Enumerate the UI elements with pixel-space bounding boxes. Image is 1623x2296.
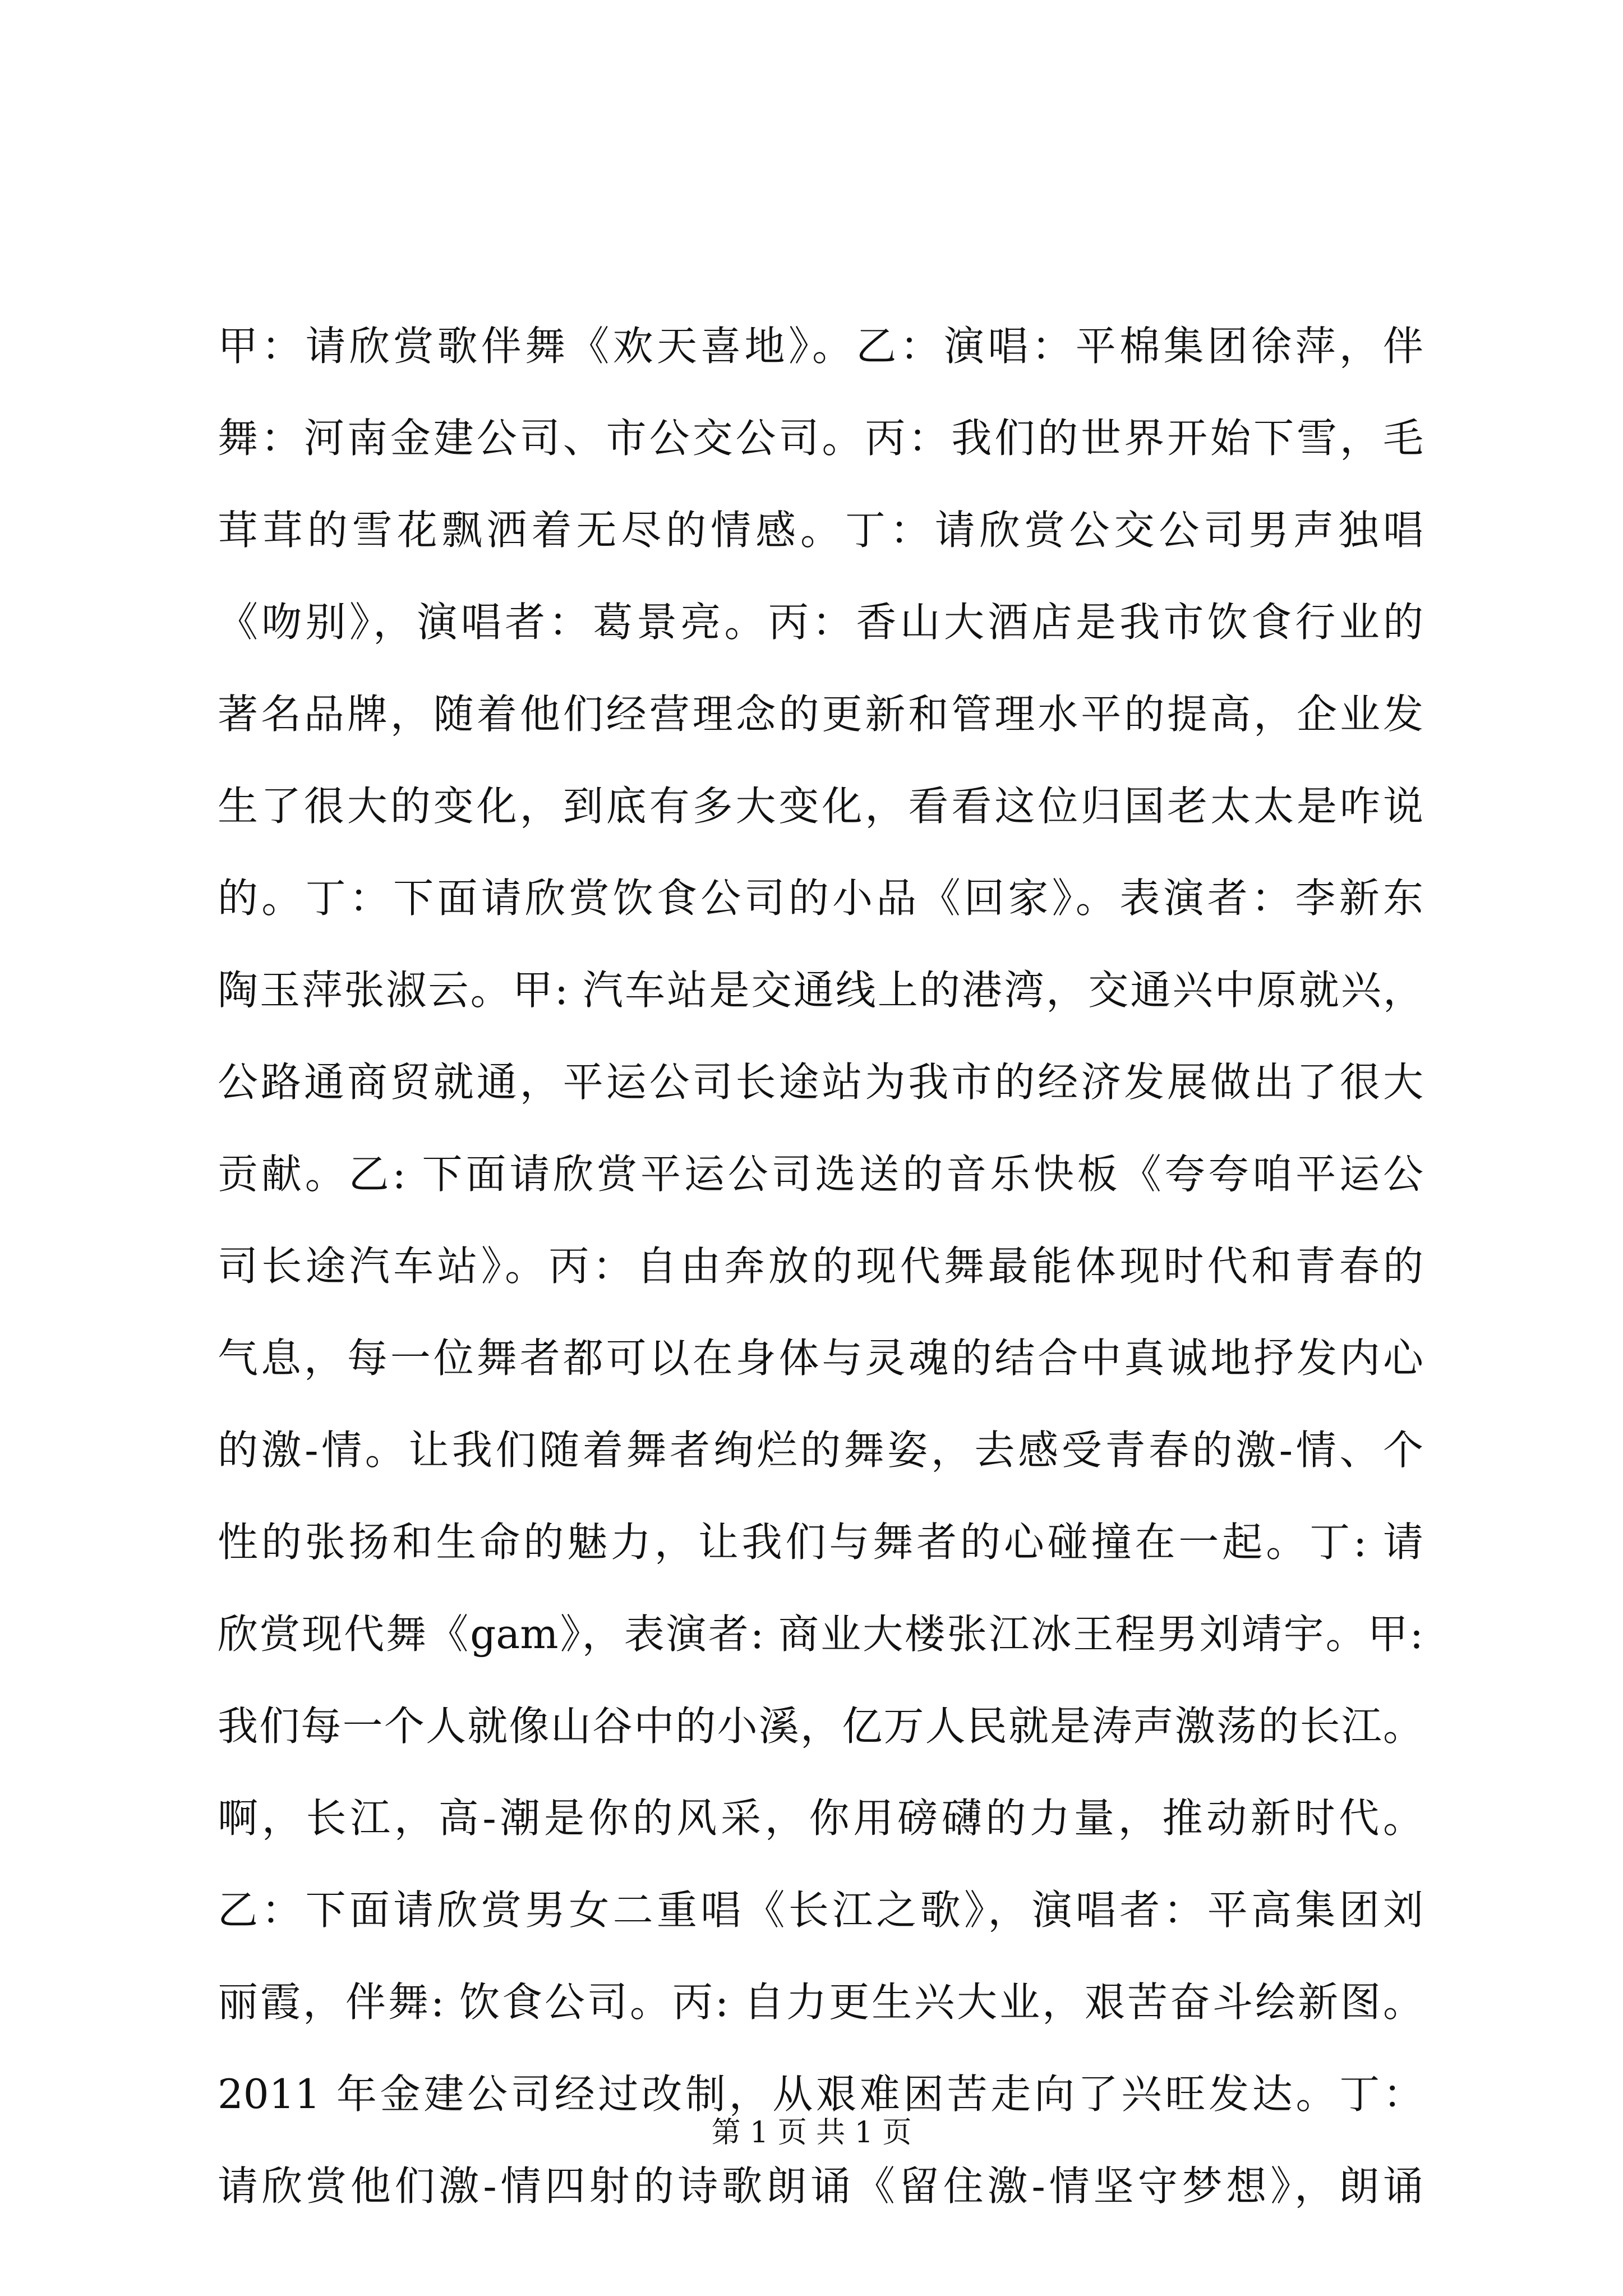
text-line: 舞：河南金建公司、市公交公司。丙：我们的世界开始下雪，毛 <box>218 415 1423 462</box>
text-line: 乙：下面请欣赏男女二重唱《长江之歌》，演唱者：平高集团刘 <box>218 1887 1423 1934</box>
text-line: 啊，长江，高-潮是你的风采，你用磅礴的力量，推动新时代。 <box>218 1795 1423 1842</box>
text-line: 《吻别》，演唱者：葛景亮。丙：香山大酒店是我市饮食行业的 <box>218 599 1423 646</box>
text-line: 公路通商贸就通，平运公司长途站为我市的经济发展做出了很大 <box>218 1059 1423 1106</box>
text-line: 陶玉萍张淑云。甲: 汽车站是交通线上的港湾，交通兴中原就兴， <box>218 967 1423 1014</box>
text-line: 著名品牌，随着他们经营理念的更新和管理水平的提高，企业发 <box>218 691 1423 738</box>
text-line: 丽霞，伴舞: 饮食公司。丙: 自力更生兴大业，艰苦奋斗绘新图。 <box>218 1978 1423 2026</box>
text-line: 茸茸的雪花飘洒着无尽的情感。丁：请欣赏公交公司男声独唱 <box>218 507 1423 554</box>
page-footer: 第 1 页 共 1 页 <box>711 2116 912 2150</box>
document-body <box>218 300 1423 2232</box>
text-line: 请欣赏他们激-情四射的诗歌朗诵《留住激-情坚守梦想》，朗诵 <box>218 2162 1423 2210</box>
text-line: 司长途汽车站》。丙：自由奔放的现代舞最能体现时代和青春的 <box>218 1243 1423 1290</box>
text-line: 气息，每一位舞者都可以在身体与灵魂的结合中真诚地抒发内心 <box>218 1335 1423 1382</box>
text-line: 2011 年金建公司经过改制，从艰难困苦走向了兴旺发达。丁： <box>218 2070 1423 2118</box>
text-line: 欣赏现代舞《gam》，表演者: 商业大楼张江冰王程男刘靖宇。甲: <box>218 1611 1423 1658</box>
text-line: 贡献。乙: 下面请欣赏平运公司选送的音乐快板《夸夸咱平运公 <box>218 1151 1423 1198</box>
text-line: 我们每一个人就像山谷中的小溪，亿万人民就是涛声激荡的长江。 <box>218 1703 1423 1750</box>
text-line: 性的张扬和生命的魅力，让我们与舞者的心碰撞在一起。丁: 请 <box>218 1519 1423 1566</box>
text-line: 的激-情。让我们随着舞者绚烂的舞姿，去感受青春的激-情、个 <box>218 1427 1423 1474</box>
text-line: 甲：请欣赏歌伴舞《欢天喜地》。乙：演唱：平棉集团徐萍，伴 <box>218 323 1423 370</box>
text-line: 生了很大的变化，到底有多大变化，看看这位归国老太太是咋说 <box>218 783 1423 830</box>
text-line: 的。丁：下面请欣赏饮食公司的小品《回家》。表演者：李新东 <box>218 875 1423 922</box>
